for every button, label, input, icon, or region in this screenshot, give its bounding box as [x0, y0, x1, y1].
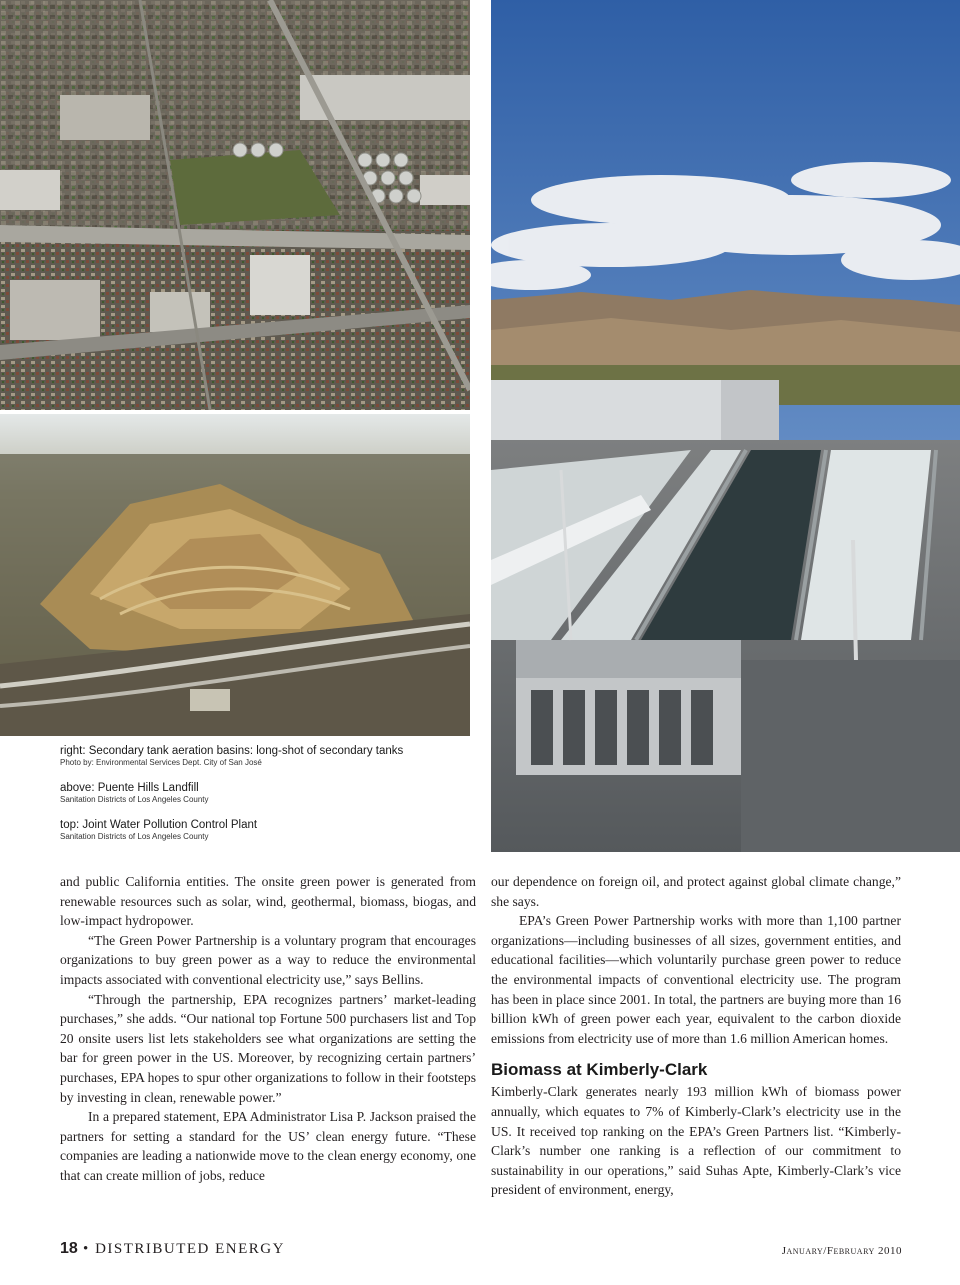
caption-title: top: Joint Water Pollution Control Plant [60, 819, 258, 831]
aeration-basins-photo [491, 0, 960, 852]
caption-above [60, 781, 480, 805]
page-footer-left [60, 1240, 285, 1258]
caption-title: above: Puente Hills Landfill [60, 782, 199, 794]
paragraph: Kimberly-Clark generates nearly 193 million kWh of biomass power annually, which equates to 7% of Kimberly-Clark’s electricity use in the US. It received top ranking on the EPA’s Green Partners list. “Kimberly-Clark’s number one ranking is a reflection of our commitment to sustainability in our operations,” said Suhas Apte, Kimberly-Clark’s vice president of environment, energy, [491, 1084, 901, 1198]
aerial-plant-photo [0, 0, 470, 410]
magazine-title: DISTRIBUTED ENERGY [95, 1241, 285, 1257]
paragraph: “Through the partnership, EPA recognizes partners’ market-leading purchases,” she adds. “Our national top Fortune 500 purchasers list and Top 20 onsite users list lets stakeholders see what organizations are setting the bar for green power in the US. Moreover, by recognizing certain partners’ purchases, EPA hopes to spur other organizations to follow in their footsteps by investing in clean, renewable power.” [60, 991, 476, 1105]
paragraph: and public California entities. The onsite green power is generated from renewable resources such as solar, wind, geothermal, biomass, biogas, and low-impact hydropower. [60, 874, 476, 929]
caption-credit: Photo by: Environmental Services Dept. City of San José [60, 758, 262, 767]
caption-top [60, 818, 480, 842]
paragraph: “The Green Power Partnership is a voluntary program that encourages organizations to buy green power as a way to reduce the environmental impacts associated with conventional electricity use,” says Bellins. [60, 932, 476, 987]
photo-captions [60, 744, 480, 855]
footer-bullet: • [83, 1241, 90, 1257]
body-column-right [491, 872, 901, 1200]
paragraph: our dependence on foreign oil, and protect against global climate change,” she says. [491, 874, 901, 909]
caption-right [60, 744, 480, 768]
page-number: 18 [60, 1240, 78, 1257]
body-column-left [60, 872, 476, 1186]
caption-title: right: Secondary tank aeration basins: long-shot of secondary tanks [60, 745, 404, 757]
caption-credit: Sanitation Districts of Los Angeles County [60, 795, 209, 804]
section-heading: Biomass at Kimberly-Clark [491, 1060, 708, 1080]
paragraph: In a prepared statement, EPA Administrator Lisa P. Jackson praised the partners for setting a standard for the US’ clean energy future. “These companies are leading a nationwide move to the clean energy economy, one that can create million of jobs, reduce [60, 1109, 476, 1183]
caption-credit: Sanitation Districts of Los Angeles County [60, 832, 209, 841]
issue-date: January/February 2010 [781, 1245, 902, 1257]
landfill-photo [0, 414, 470, 736]
paragraph: EPA’s Green Power Partnership works with more than 1,100 partner organizations—including businesses of all sizes, government entities, and educational facilities—which voluntarily purchase green power to reduce the environmental impacts of conventional electricity use. The program has been in place since 2001. In total, the partners are buying more than 16 billion kWh of green power each year, equivalent to the carbon dioxide emissions from electricity use of more than 1.6 million American homes. [491, 913, 901, 1046]
